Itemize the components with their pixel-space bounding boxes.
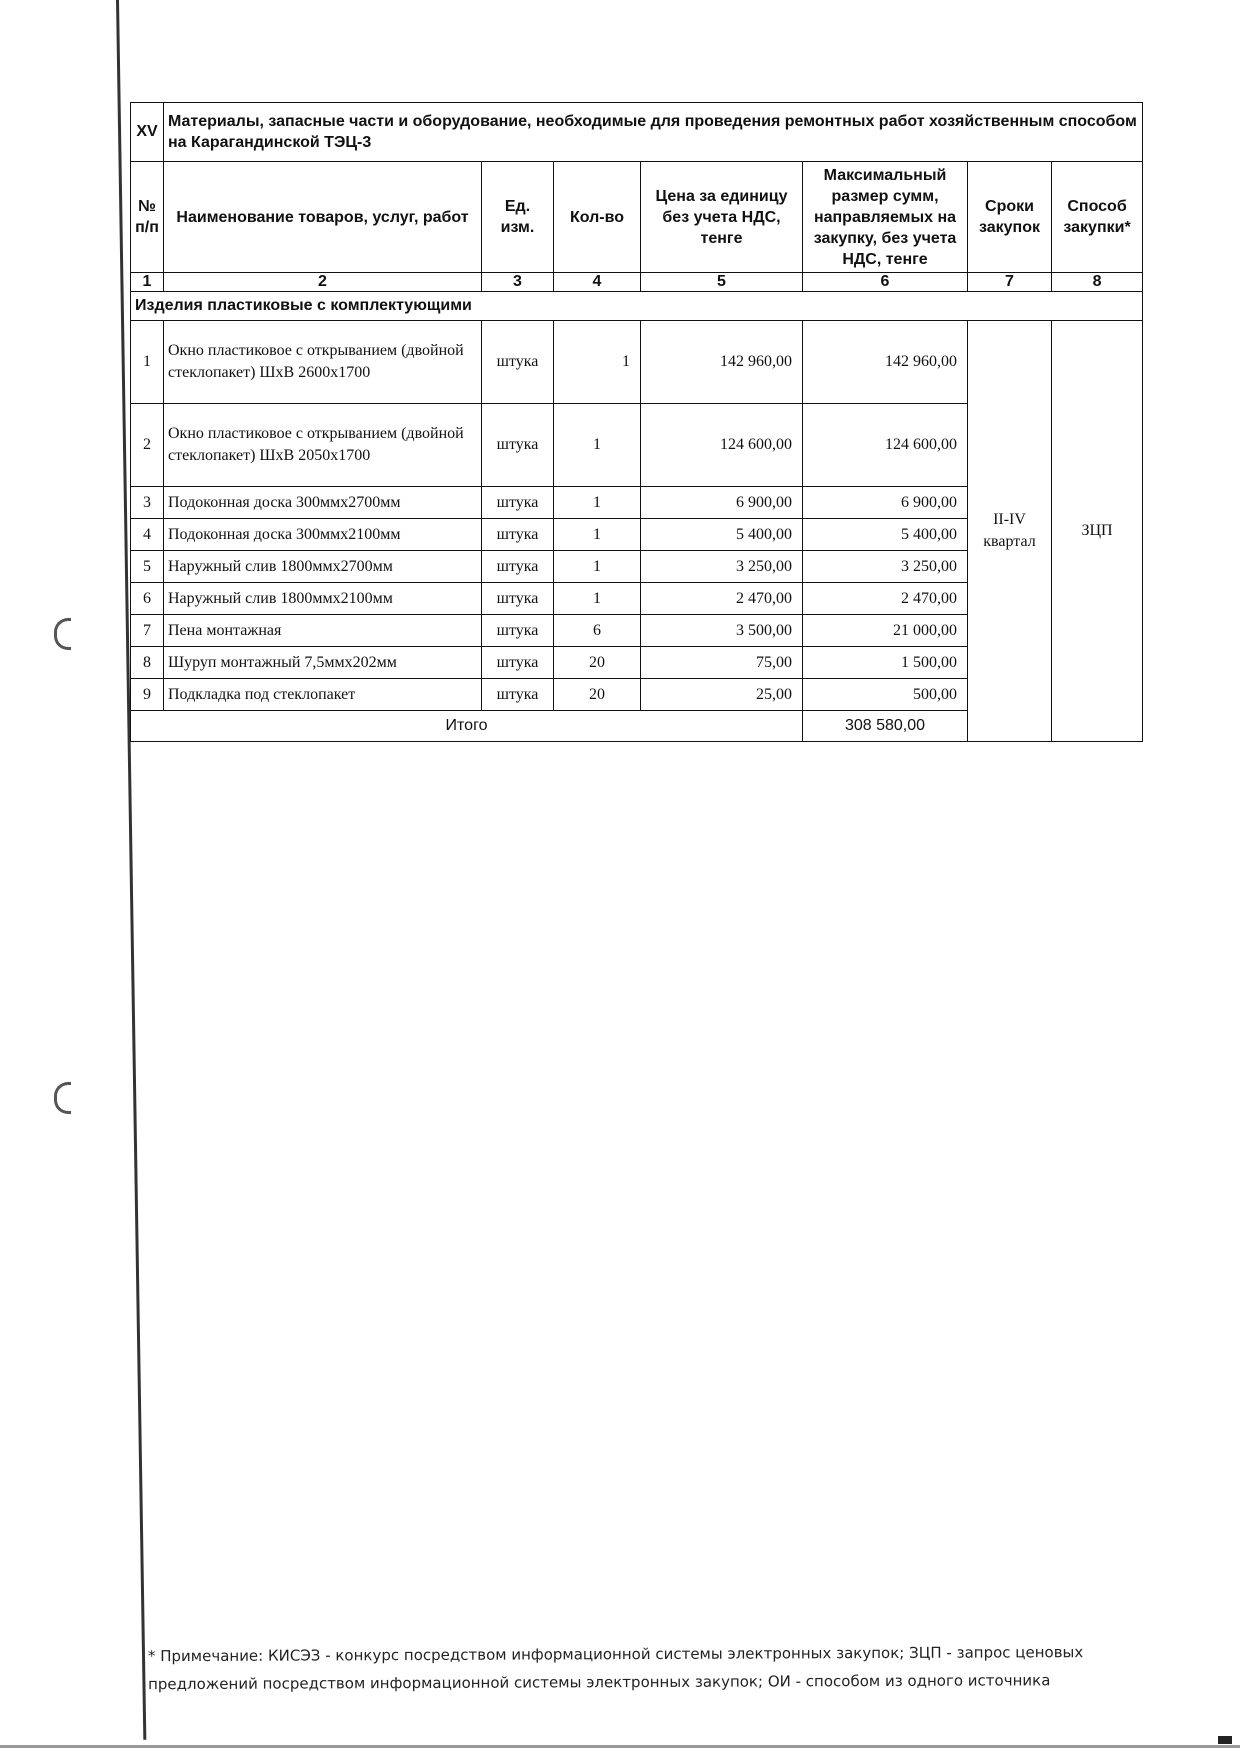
section-number: XV — [131, 103, 164, 162]
procurement-period: II-IV квартал — [968, 321, 1052, 742]
row-number: 7 — [131, 615, 164, 647]
footnote: * Примечание: КИСЭЗ - конкурс посредством информационной системы электронных закупок; ЗЦП - запрос ценовых предложений посредством информационной системы электронных закупок; ОИ - способом из одного источника — [147, 1643, 1084, 1694]
punch-hole-mark — [54, 618, 71, 650]
row-number: 4 — [131, 519, 164, 551]
punch-hole-mark — [54, 1082, 71, 1114]
item-price: 3 250,00 — [641, 551, 803, 583]
item-unit: штука — [482, 519, 554, 551]
column-header: Ед. изм. — [482, 162, 554, 273]
item-sum: 124 600,00 — [803, 404, 968, 487]
section-title: Материалы, запасные части и оборудование, необходимые для проведения ремонтных работ хозяйственным способом на Карагандинской ТЭЦ-3 — [164, 103, 1143, 162]
section-header-row — [131, 103, 1143, 162]
item-quantity: 6 — [554, 615, 641, 647]
item-name: Окно пластиковое с открыванием (двойной стеклопакет) ШхВ 2050х1700 — [164, 404, 482, 487]
total-value: 308 580,00 — [803, 711, 968, 742]
item-price: 3 500,00 — [641, 615, 803, 647]
item-name: Подкладка под стеклопакет — [164, 679, 482, 711]
column-index-row — [131, 273, 1143, 292]
column-index: 5 — [641, 273, 803, 292]
item-sum: 6 900,00 — [803, 487, 968, 519]
item-name: Пена монтажная — [164, 615, 482, 647]
group-row — [131, 292, 1143, 321]
column-index: 6 — [803, 273, 968, 292]
item-unit: штука — [482, 321, 554, 404]
item-name: Подоконная доска 300ммх2700мм — [164, 487, 482, 519]
item-sum: 21 000,00 — [803, 615, 968, 647]
row-number: 2 — [131, 404, 164, 487]
column-header-row — [131, 162, 1143, 273]
item-price: 75,00 — [641, 647, 803, 679]
item-name: Шуруп монтажный 7,5ммх202мм — [164, 647, 482, 679]
item-quantity: 1 — [554, 519, 641, 551]
item-name: Окно пластиковое с открыванием (двойной стеклопакет) ШхВ 2600х1700 — [164, 321, 482, 404]
column-header: Максимальный размер сумм, направляемых на закупку, без учета НДС, тенге — [803, 162, 968, 273]
item-unit: штука — [482, 487, 554, 519]
item-price: 124 600,00 — [641, 404, 803, 487]
item-price: 25,00 — [641, 679, 803, 711]
column-index: 1 — [131, 273, 164, 292]
item-quantity: 20 — [554, 647, 641, 679]
column-header: Цена за единицу без учета НДС, тенге — [641, 162, 803, 273]
total-label: Итого — [131, 711, 803, 742]
column-index: 8 — [1052, 273, 1143, 292]
row-number: 9 — [131, 679, 164, 711]
column-index: 3 — [482, 273, 554, 292]
column-index: 4 — [554, 273, 641, 292]
item-unit: штука — [482, 583, 554, 615]
item-sum: 142 960,00 — [803, 321, 968, 404]
item-sum: 1 500,00 — [803, 647, 968, 679]
column-header: Способ закупки* — [1052, 162, 1143, 273]
scan-bottom-edge — [0, 1745, 1240, 1748]
row-number: 6 — [131, 583, 164, 615]
item-sum: 5 400,00 — [803, 519, 968, 551]
row-number: 5 — [131, 551, 164, 583]
item-quantity: 20 — [554, 679, 641, 711]
item-quantity: 1 — [554, 583, 641, 615]
row-number: 8 — [131, 647, 164, 679]
row-number: 1 — [131, 321, 164, 404]
item-name: Наружный слив 1800ммх2100мм — [164, 583, 482, 615]
item-sum: 3 250,00 — [803, 551, 968, 583]
item-unit: штука — [482, 679, 554, 711]
item-quantity: 1 — [554, 487, 641, 519]
item-name: Наружный слив 1800ммх2700мм — [164, 551, 482, 583]
item-price: 5 400,00 — [641, 519, 803, 551]
item-price: 142 960,00 — [641, 321, 803, 404]
item-price: 6 900,00 — [641, 487, 803, 519]
item-sum: 2 470,00 — [803, 583, 968, 615]
table-row — [131, 321, 1143, 404]
item-unit: штука — [482, 615, 554, 647]
item-quantity: 1 — [554, 321, 641, 404]
column-header: № п/п — [131, 162, 164, 273]
procurement-method: ЗЦП — [1052, 321, 1143, 742]
item-unit: штука — [482, 647, 554, 679]
row-number: 3 — [131, 487, 164, 519]
item-unit: штука — [482, 551, 554, 583]
corner-mark — [1218, 1736, 1232, 1744]
item-quantity: 1 — [554, 404, 641, 487]
item-name: Подоконная доска 300ммх2100мм — [164, 519, 482, 551]
column-index: 2 — [164, 273, 482, 292]
column-header: Кол-во — [554, 162, 641, 273]
column-index: 7 — [968, 273, 1052, 292]
column-header: Наименование товаров, услуг, работ — [164, 162, 482, 273]
item-quantity: 1 — [554, 551, 641, 583]
group-title: Изделия пластиковые с комплектующими — [131, 292, 1143, 321]
column-header: Сроки закупок — [968, 162, 1052, 273]
item-price: 2 470,00 — [641, 583, 803, 615]
procurement-table — [130, 102, 1143, 742]
item-unit: штука — [482, 404, 554, 487]
item-sum: 500,00 — [803, 679, 968, 711]
